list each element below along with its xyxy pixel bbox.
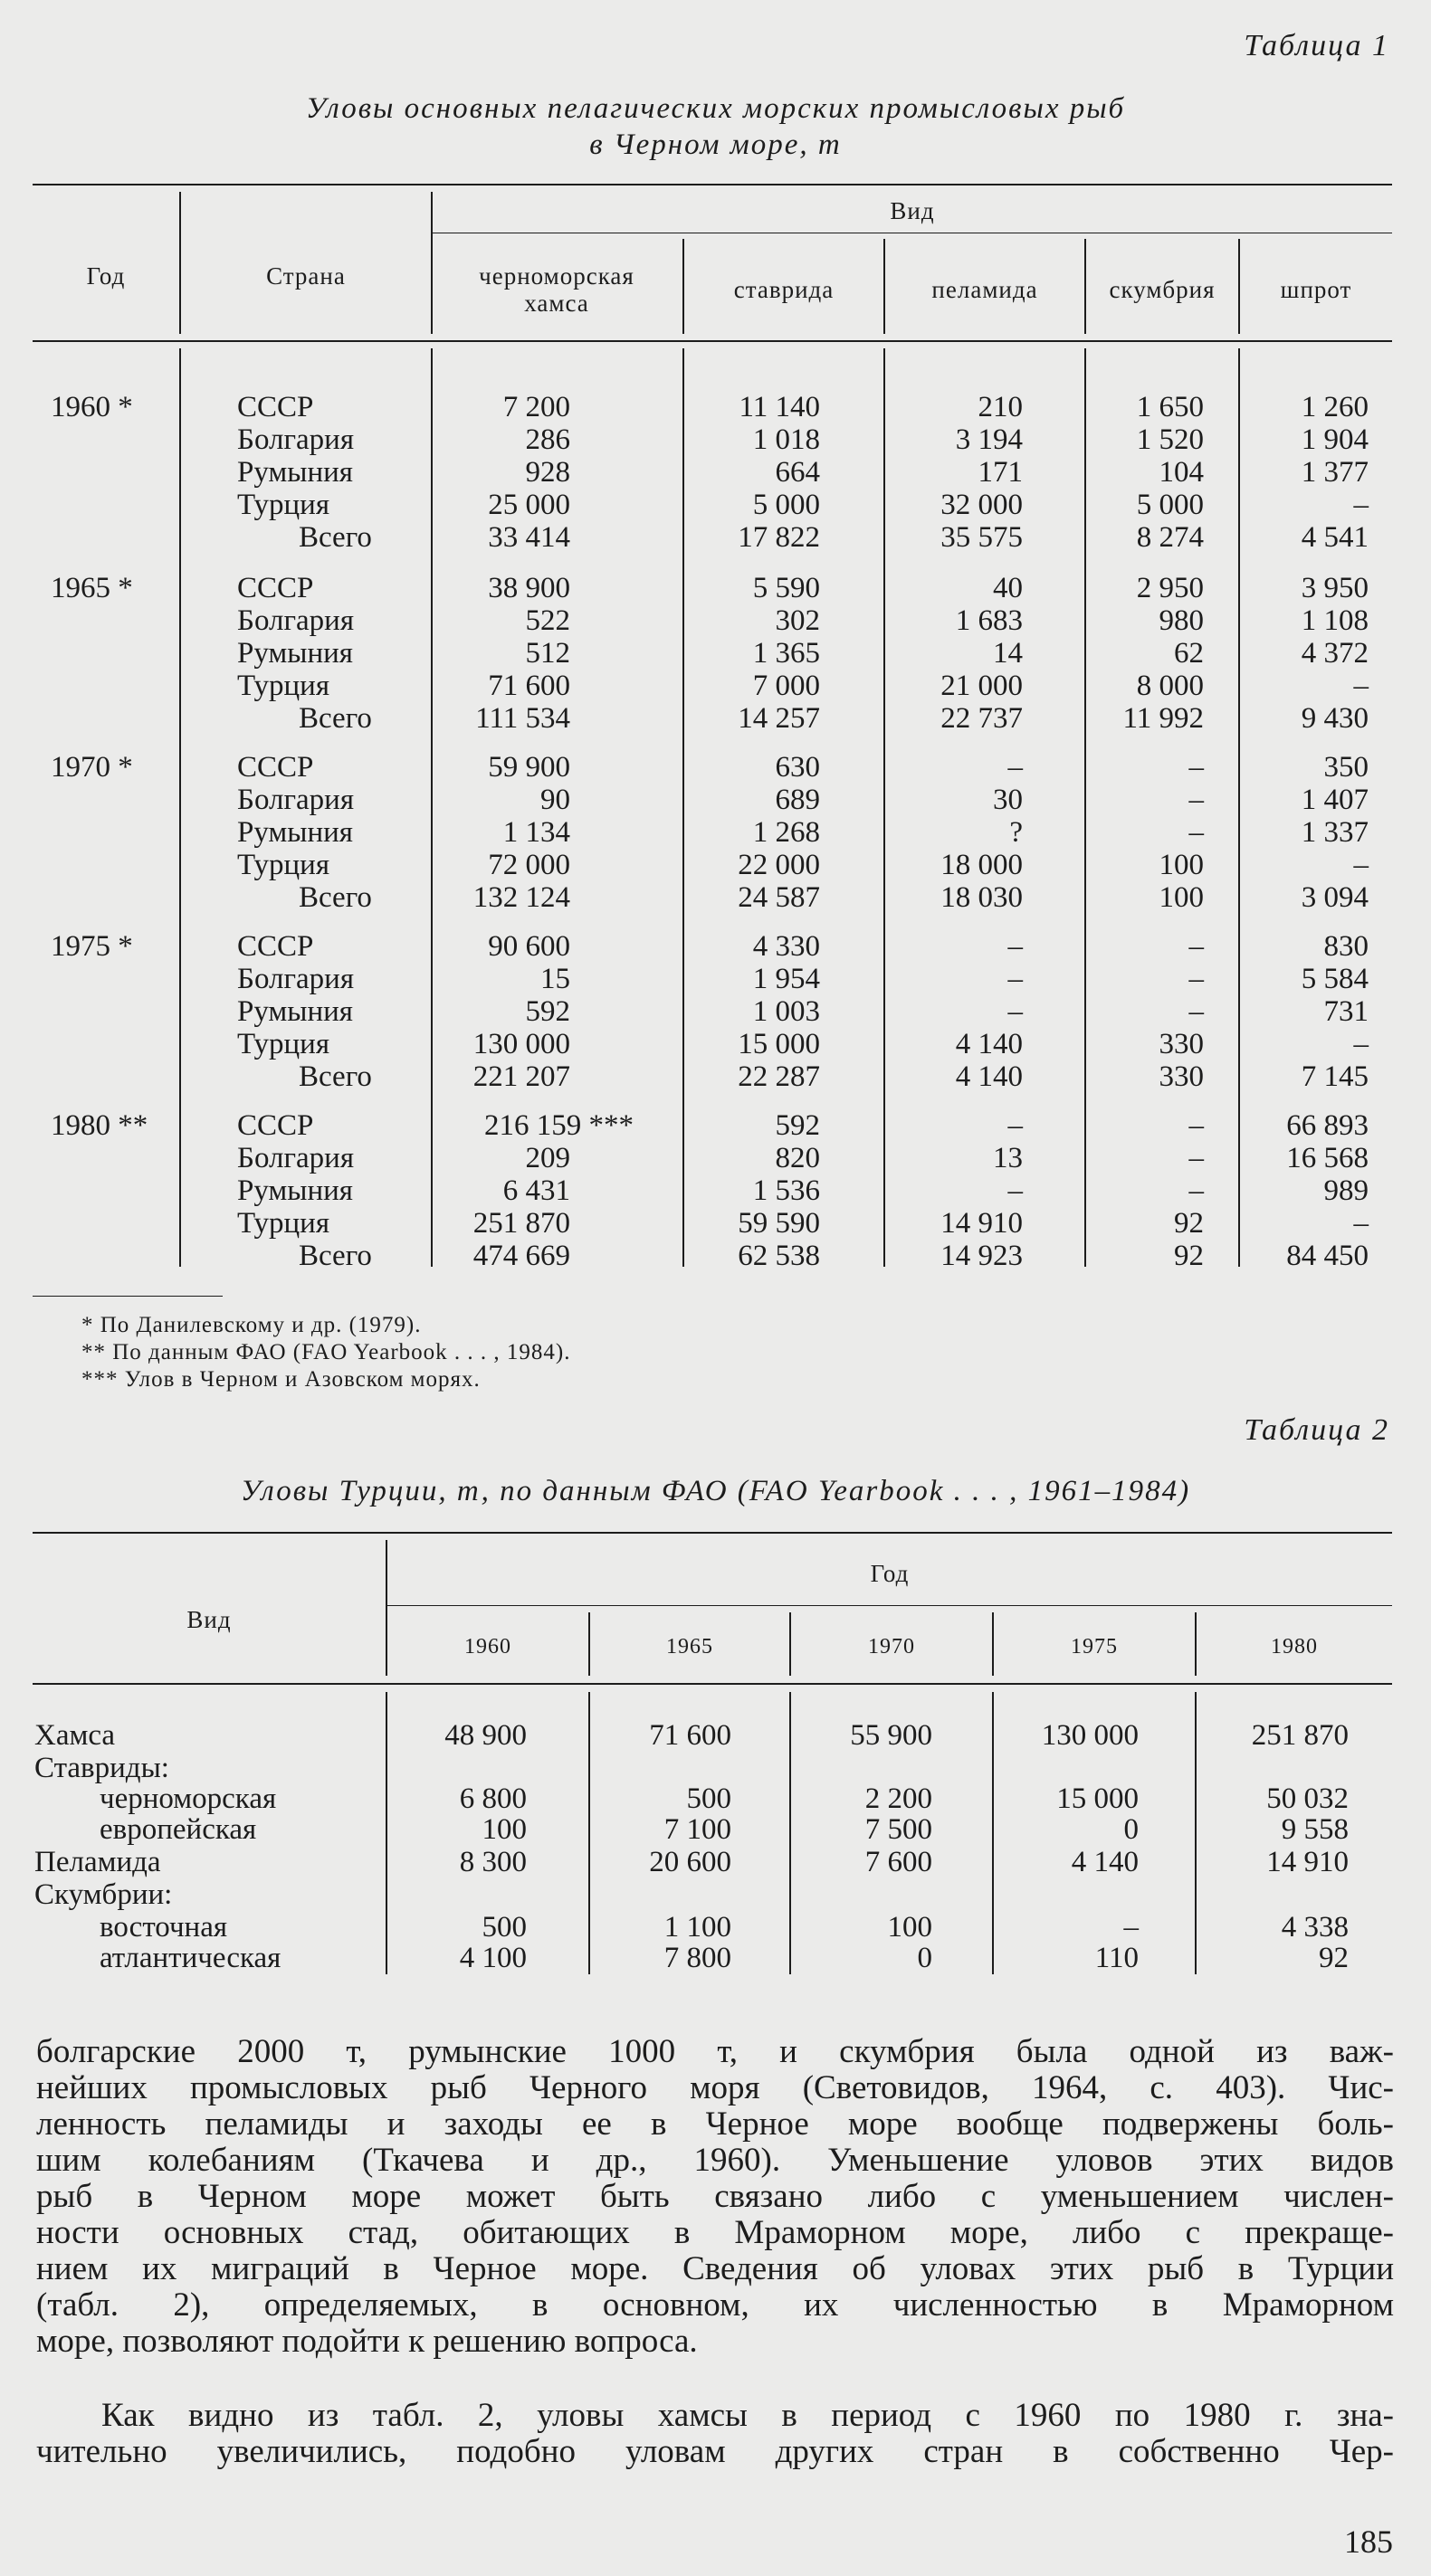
table1-cell: 3 094 [1301,881,1369,914]
table2-cell: 7 100 [663,1813,731,1846]
body-text-line: болгарские 2000 т, румынские 1000 т, и скумбрия была одной из важ- [36,2033,1394,2070]
table1-cell: 17 822 [738,521,820,554]
table2-cell: 130 000 [1041,1719,1139,1752]
table1-cell: 1 134 [502,816,570,849]
table1-cell: 980 [1159,604,1204,637]
table1-cell: – [1188,930,1204,963]
table2-row-label: Пеламида [34,1846,161,1878]
table1-cell: 302 [775,604,820,637]
table1-cell: 820 [775,1142,820,1174]
body-paragraph-1 [36,2034,1394,2360]
table2-cell: 4 140 [1071,1846,1139,1878]
table2-cell: 20 600 [649,1846,731,1878]
table2-cell: 2 200 [864,1782,932,1815]
table1-cell: 4 140 [955,1028,1023,1060]
table1-cell: 22 000 [738,849,820,881]
table1-cell: 251 870 [472,1207,570,1240]
table1-cell: 7 200 [502,391,570,423]
body-text-line: море, позволяют подойти к решению вопроса. [36,2323,698,2360]
table1-cell: 5 000 [752,489,820,521]
table1-caption: Таблица 1 [1244,29,1389,62]
table2-cell: 500 [482,1911,527,1944]
table1-cell: 1 377 [1301,456,1369,489]
table1-cell: 71 600 [488,670,570,702]
table1-header-country: Страна [266,262,346,290]
table1-cell: 1 108 [1301,604,1369,637]
table1-country: СССР [237,391,314,423]
table1-cell: 1 337 [1301,816,1369,849]
table1-country: Румыния [237,1174,353,1207]
table1-group-year: 1975 * [51,930,133,963]
table1-cell: 1 904 [1301,423,1369,456]
body-text-line: рыб в Черном море может быть связано либо с уменьшением числен- [36,2178,1394,2215]
table1-group-year: 1980 ** [51,1109,148,1142]
table2-header-1980: 1980 [1271,1635,1318,1659]
table1-group-year: 1970 * [51,751,133,784]
body-text-line: нием их миграций в Черное море. Сведения об уловах этих рыб в Турции [36,2250,1394,2287]
table1-country: СССР [237,930,314,963]
table2-caption: Таблица 2 [1244,1413,1389,1447]
table2-header-year-group: Год [870,1560,910,1587]
table1-cell: 100 [1159,849,1204,881]
table1-country: Болгария [237,604,355,637]
table1-cell: 1 407 [1301,784,1369,816]
table1-country: Турция [237,489,330,521]
table1-country: СССР [237,1109,314,1142]
table1-cell: 11 140 [739,391,820,423]
table1-cell: 3 194 [955,423,1023,456]
table1-cell: 1 650 [1136,391,1204,423]
table1-cell: 1 683 [955,604,1023,637]
table1-cell: 216 159 *** [484,1109,634,1142]
table1-country: Турция [237,670,330,702]
table1-cell: 15 000 [738,1028,820,1060]
table1-cell: 35 575 [940,521,1023,554]
table2-cell: 7 500 [864,1813,932,1846]
table1-cell: – [1353,1207,1369,1240]
table1-cell: – [1188,1109,1204,1142]
table1-cell: 5 590 [752,572,820,604]
table1-cell: 830 [1323,930,1369,963]
table1-cell: 130 000 [472,1028,570,1060]
table2-cell: 92 [1319,1942,1349,1974]
table1-country: Болгария [237,784,355,816]
table2-cell: 14 910 [1266,1846,1349,1878]
body-text-line: чительно увеличились, подобно уловам других стран в собственно Чер- [36,2433,1394,2470]
table1-cell: 522 [525,604,570,637]
table1-cell: 92 [1174,1207,1204,1240]
table1-cell: – [1353,670,1369,702]
table1-cell: 2 950 [1136,572,1204,604]
table1-cell: 30 [993,784,1023,816]
table1-country: Болгария [237,1142,355,1174]
table1-country: СССР [237,751,314,784]
table1-header-mackerel: скумбрия [1109,276,1216,303]
table2-cell: 15 000 [1056,1782,1139,1815]
table1-cell: 592 [775,1109,820,1142]
table1-cell: 132 124 [472,881,570,914]
table1-country: Всего [299,702,372,735]
table1-header-anchovy: черноморская хамса [479,262,634,317]
page-number: 185 [1344,2524,1393,2560]
table2-cell: 1 100 [663,1911,731,1944]
table1-cell: – [1188,784,1204,816]
table2-cell: 0 [1123,1813,1139,1846]
table1-country: Румыния [237,995,353,1028]
table2-cell: 251 870 [1251,1719,1349,1752]
table2-title: Уловы Турции, т, по данным ФАО (FAO Yearbook . . . , 1961–1984) [240,1475,1191,1507]
table1-cell: 16 568 [1286,1142,1369,1174]
table1-country: Всего [299,1060,372,1093]
body-text-line: (табл. 2), определяемых, в основном, их численностью в Мраморном [36,2286,1394,2324]
table1-header-year: Год [86,262,126,290]
table2-header-1970: 1970 [868,1635,915,1659]
footnote-3: *** Улов в Черном и Азовском морях. [81,1367,481,1392]
table1-cell: 66 893 [1286,1109,1369,1142]
footnote-1: * По Данилевскому и др. (1979). [81,1313,422,1337]
table2-row-label: европейская [100,1813,257,1846]
table1-country: Болгария [237,963,355,995]
table1-cell: 22 287 [738,1060,820,1093]
table2-cell: 7 600 [864,1846,932,1878]
table1-cell: – [1007,751,1023,784]
table2-cell: 100 [887,1911,932,1944]
table1-cell: – [1007,963,1023,995]
table1-cell: 1 520 [1136,423,1204,456]
table2-row-label: восточная [100,1911,228,1944]
table2-row-label: черноморская [100,1782,277,1815]
table1-country: Всего [299,881,372,914]
table1-cell: 1 268 [752,816,820,849]
table1-cell: 15 [540,963,570,995]
table1-header-horse-mackerel: ставрида [733,276,835,303]
table1-title-line1: Уловы основных пелагических морских промысловых рыб [305,92,1126,125]
table2-cell: 500 [686,1782,731,1815]
table1-cell: 209 [525,1142,570,1174]
table1-header-species-group: Вид [890,197,935,224]
table1-cell: 7 000 [752,670,820,702]
table1-cell: 22 737 [940,702,1023,735]
table1-header-bonito: пеламида [931,276,1038,303]
body-text-line: Как видно из табл. 2, уловы хамсы в период с 1960 по 1980 г. зна- [101,2397,1394,2434]
table2-cell: 4 338 [1281,1911,1349,1944]
table1-cell: 33 414 [488,521,570,554]
table1-cell: 1 018 [752,423,820,456]
table1-cell: 25 000 [488,489,570,521]
table1-cell: 111 534 [475,702,570,735]
table1-cell: – [1188,995,1204,1028]
table1-country: СССР [237,572,314,604]
table1-cell: – [1007,1174,1023,1207]
table1-cell: 18 030 [940,881,1023,914]
table1-cell: 664 [775,456,820,489]
table1-header-sprat: шпрот [1280,276,1352,303]
table1-cell: 1 954 [752,963,820,995]
table1-cell: – [1007,930,1023,963]
table1-cell: – [1188,1174,1204,1207]
table1-cell: 72 000 [488,849,570,881]
table1-cell: 14 923 [940,1240,1023,1272]
table1-cell: 171 [978,456,1023,489]
table2-cell: 6 800 [459,1782,527,1815]
table1-group-year: 1965 * [51,572,133,604]
table1-cell: 630 [775,751,820,784]
table1-cell: 9 430 [1301,702,1369,735]
table1-cell: 286 [525,423,570,456]
table2-row-label: Хамса [34,1719,116,1752]
table1-cell: 221 207 [472,1060,570,1093]
body-text-line: нейших промысловых рыб Черного моря (Световидов, 1964, с. 403). Чис- [36,2069,1394,2106]
table1-cell: 1 003 [752,995,820,1028]
table1-cell: 8 274 [1136,521,1204,554]
table1-cell: 4 372 [1301,637,1369,670]
table1-cell: 8 000 [1136,670,1204,702]
table1-cell: 90 [540,784,570,816]
table1-cell: 4 330 [752,930,820,963]
table1-group-year: 1960 * [51,391,133,423]
table2-cell: 50 032 [1266,1782,1349,1815]
table1-cell: 62 [1174,637,1204,670]
table1-cell: 4 541 [1301,521,1369,554]
table1-cell: 689 [775,784,820,816]
table1-country: Турция [237,1207,330,1240]
table1-cell: 62 538 [738,1240,820,1272]
table1-cell: 6 431 [502,1174,570,1207]
table1-cell: 1 260 [1301,391,1369,423]
table1-cell: 92 [1174,1240,1204,1272]
table1-cell: 1 365 [752,637,820,670]
table1-cell: 24 587 [738,881,820,914]
table2-cell: 71 600 [649,1719,731,1752]
table1-country: Румыния [237,816,353,849]
table2-cell: – [1123,1911,1139,1944]
table1-country: Турция [237,1028,330,1060]
table1-cell: 18 000 [940,849,1023,881]
table1-cell: – [1353,849,1369,881]
table1-cell: 21 000 [940,670,1023,702]
table1-cell: 350 [1323,751,1369,784]
table2-cell: 100 [482,1813,527,1846]
table2-row-label: атлантическая [100,1942,281,1974]
table1-cell: – [1188,816,1204,849]
table1-cell: 84 450 [1286,1240,1369,1272]
table1-cell: 14 910 [940,1207,1023,1240]
table2-cell: 55 900 [850,1719,932,1752]
table1-cell: – [1188,963,1204,995]
table2-header-species: Вид [186,1606,232,1633]
table1-cell: 90 600 [488,930,570,963]
table1-cell: 1 536 [752,1174,820,1207]
table2-header-1965: 1965 [666,1635,713,1659]
table1-cell: 104 [1159,456,1204,489]
body-text-line: шим колебаниям (Ткачева и др., 1960). Уменьшение уловов этих видов [36,2142,1394,2179]
table1-cell: 13 [993,1142,1023,1174]
table1-cell: 5 000 [1136,489,1204,521]
table1-country: Всего [299,1240,372,1272]
table1-cell: – [1353,489,1369,521]
body-text-line: ности основных стад, обитающих в Мраморном море, либо с прекраще- [36,2214,1394,2251]
table1-cell: 4 140 [955,1060,1023,1093]
table1-cell: 14 [993,637,1023,670]
table1-country: Всего [299,521,372,554]
table1-cell: – [1353,1028,1369,1060]
body-text-line: ленность пеламиды и заходы ее в Черное море вообще подвержены боль- [36,2105,1394,2143]
table1-country: Турция [237,849,330,881]
table2-cell: 110 [1094,1942,1139,1974]
table2-cell: 8 300 [459,1846,527,1878]
table1-cell: 330 [1159,1060,1204,1093]
table2-cell: 0 [917,1942,932,1974]
table2-cell: 7 800 [663,1942,731,1974]
table1-cell: ? [1009,816,1023,849]
table2-row-label: Ставриды: [34,1752,169,1784]
table1-title-line2: в Черном море, т [589,128,842,161]
table1-cell: 14 257 [738,702,820,735]
table2-cell: 48 900 [444,1719,527,1752]
table1-cell: 731 [1323,995,1369,1028]
table2-cell: 9 558 [1281,1813,1349,1846]
table1-country: Румыния [237,637,353,670]
table1-cell: – [1188,1142,1204,1174]
table1-country: Болгария [237,423,355,456]
table1-cell: 512 [525,637,570,670]
table2-row-label: Скумбрии: [34,1878,173,1911]
table1-cell: 38 900 [488,572,570,604]
table1-cell: 100 [1159,881,1204,914]
table1-country: Румыния [237,456,353,489]
table1-cell: 40 [993,572,1023,604]
table2-header-1960: 1960 [464,1635,511,1659]
table1-cell: 7 145 [1301,1060,1369,1093]
body-paragraph-2 [36,2398,1394,2470]
table1-cell: 11 992 [1122,702,1204,735]
table2-cell: 4 100 [459,1942,527,1974]
table1-cell: – [1007,1109,1023,1142]
table1-cell: 592 [525,995,570,1028]
table1-cell: – [1007,995,1023,1028]
table1-cell: 210 [978,391,1023,423]
table1-cell: 330 [1159,1028,1204,1060]
table1-cell: 928 [525,456,570,489]
table2-header-1975: 1975 [1071,1635,1118,1659]
footnote-2: ** По данным ФАО (FAO Yearbook . . . , 1984). [81,1340,571,1364]
table1-cell: 59 590 [738,1207,820,1240]
table1-cell: 32 000 [940,489,1023,521]
table1-cell: 5 584 [1301,963,1369,995]
table1-cell: 3 950 [1301,572,1369,604]
table1-cell: 989 [1323,1174,1369,1207]
table1-cell: 474 669 [472,1240,570,1272]
table1-cell: – [1188,751,1204,784]
table1-cell: 59 900 [488,751,570,784]
